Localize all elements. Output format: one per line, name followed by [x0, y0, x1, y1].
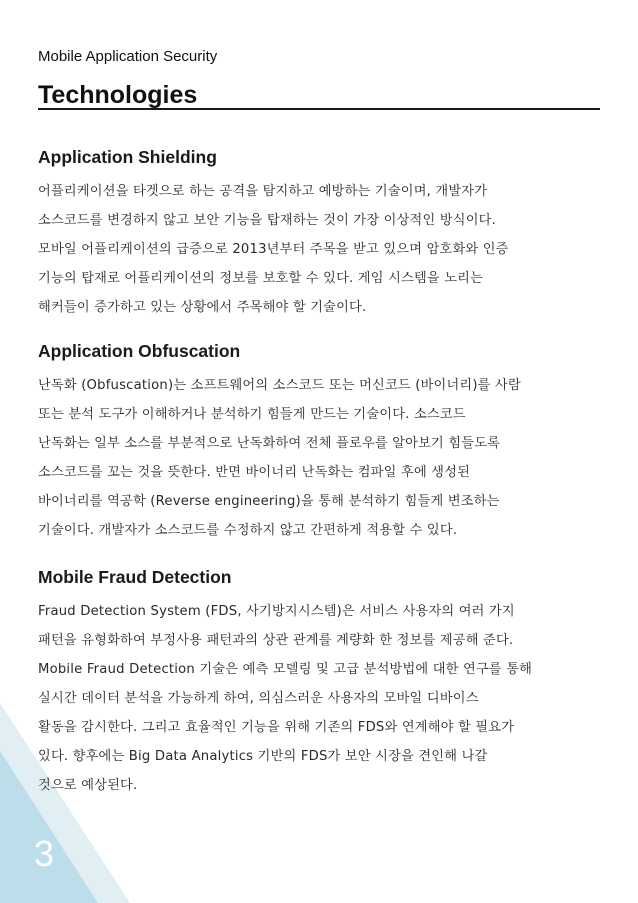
paragraph-line: 모바일 어플리케이션의 급증으로 2013년부터 주목을 받고 있으며 암호화와 인증	[38, 242, 509, 257]
paragraph-line: 난독화 (Obfuscation)는 소프트웨어의 소스코드 또는 머신코드 (바이너리)를 사람	[38, 378, 521, 393]
paragraph-line: 어플리케이션을 타겟으로 하는 공격을 탐지하고 예방하는 기술이며, 개발자가	[38, 184, 488, 199]
paragraph-line: 활동을 감시한다. 그리고 효율적인 기능을 위해 기존의 FDS와 연계해야 할 필요가	[38, 720, 515, 735]
paragraph-line: 기술이다. 개발자가 소스코드를 수정하지 않고 간편하게 적용할 수 있다.	[38, 523, 458, 538]
page-number: 3	[34, 833, 55, 874]
document-subtitle: Mobile Application Security	[38, 48, 218, 65]
paragraph-line: Mobile Fraud Detection 기술은 예측 모델링 및 고급 분석방법에 대한 연구를 통해	[38, 662, 533, 677]
paragraph-line: 소스코드를 꼬는 것을 뜻한다. 반면 바이너리 난독화는 컴파일 후에 생성된	[38, 465, 471, 480]
paragraph-line: 바이너리를 역공학 (Reverse engineering)을 통해 분석하기 힘들게 변조하는	[38, 494, 500, 509]
paragraph-line: 소스코드를 변경하지 않고 보안 기능을 탑재하는 것이 가장 이상적인 방식이다.	[38, 213, 496, 228]
section-heading: Application Shielding	[38, 147, 217, 167]
paragraph-line: 실시간 데이터 분석을 가능하게 하여, 의심스러운 사용자의 모바일 디바이스	[38, 691, 479, 706]
section-application-obfuscation	[38, 340, 608, 545]
paragraph-line: 기능의 탑재로 어플리케이션의 정보를 보호할 수 있다. 게임 시스템을 노리는	[38, 271, 484, 286]
paragraph-line: 있다. 향후에는 Big Data Analytics 기반의 FDS가 보안 시장을 견인해 나갈	[38, 749, 488, 764]
section-mobile-fraud-detection	[38, 566, 608, 800]
page-title: Technologies	[38, 81, 198, 109]
paragraph-line: 것으로 예상된다.	[38, 778, 138, 793]
section-application-shielding	[38, 146, 608, 322]
title-underline	[38, 82, 600, 110]
paragraph-line: Fraud Detection System (FDS, 사기방지시스템)은 서비스 사용자의 여러 가지	[38, 604, 515, 619]
section-heading: Mobile Fraud Detection	[38, 567, 232, 587]
paragraph-line: 난독화는 일부 소스를 부분적으로 난독화하여 전체 플로우를 알아보기 힘들도록	[38, 436, 501, 451]
section-heading: Application Obfuscation	[38, 341, 241, 361]
paragraph-line: 또는 분석 도구가 이해하거나 분석하기 힘들게 만드는 기술이다. 소스코드	[38, 407, 466, 422]
paragraph-line: 해커들이 증가하고 있는 상황에서 주목해야 할 기술이다.	[38, 300, 367, 315]
paragraph-line: 패턴을 유형화하여 부정사용 패턴과의 상관 관계를 계량화 한 정보를 제공해 준다.	[38, 633, 514, 648]
